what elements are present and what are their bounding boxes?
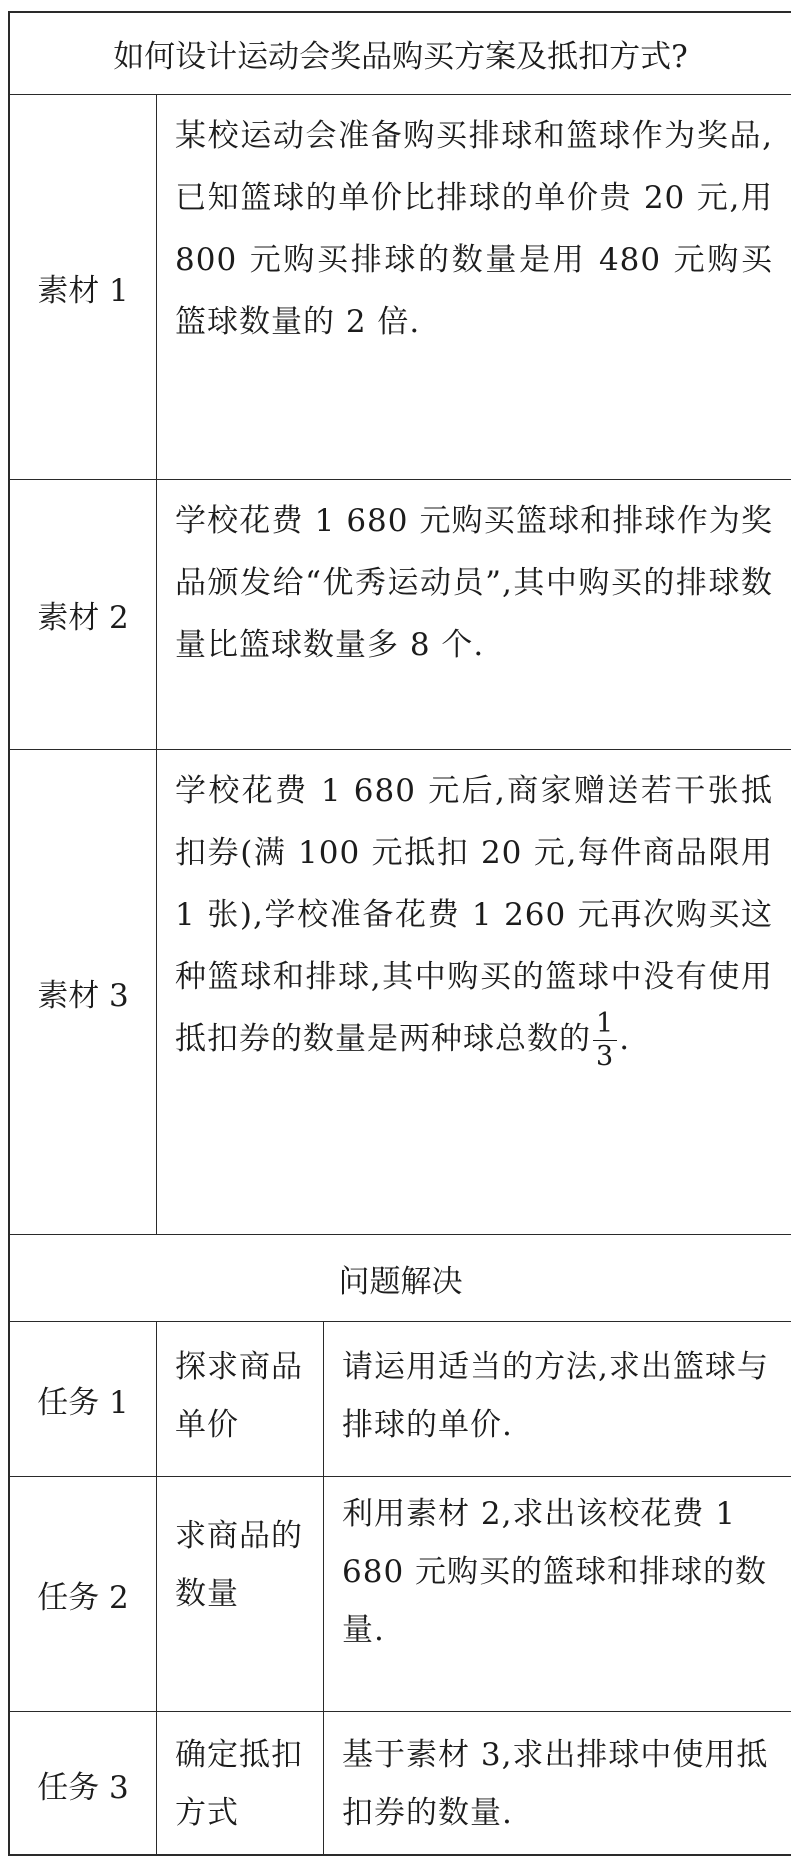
table-title-row	[10, 13, 791, 95]
material-text-3-body: 学校花费 1 680 元后,商家赠送若干张抵扣券(满 100 元抵扣 20 元,每件商品限用 1 张),学校准备花费 1 260 元再次购买这种篮球和排球,其中购买的篮球中没有使用抵扣券的数量是两种球总数的	[175, 773, 773, 1057]
task-name-3: 确定抵扣方式	[157, 1712, 324, 1856]
task-text-1: 请运用适当的方法,求出篮球与排球的单价.	[342, 1349, 769, 1443]
task-name-2: 求商品的数量	[157, 1477, 324, 1711]
material-text-2: 学校花费 1 680 元购买篮球和排球作为奖品颁发给“优秀运动员”,其中购买的排球数量比篮球数量多 8 个.	[175, 503, 773, 663]
table-title: 如何设计运动会奖品购买方案及抵扣方式?	[113, 39, 688, 75]
task-row-2	[10, 1477, 791, 1712]
fraction-numerator: 1	[593, 1008, 617, 1041]
material-text-3	[157, 750, 791, 1234]
material-row-3	[10, 750, 791, 1235]
fraction-denominator: 3	[596, 1041, 615, 1072]
material-text-3-tail: .	[619, 1021, 631, 1057]
task-text-3: 基于素材 3,求出排球中使用抵扣券的数量.	[342, 1737, 769, 1831]
section-header-row	[10, 1235, 791, 1322]
material-label-2: 素材 2	[10, 480, 157, 749]
material-row-1	[10, 95, 791, 480]
task-name-1: 探求商品单价	[157, 1322, 324, 1476]
material-label-1: 素材 1	[10, 95, 157, 479]
problem-table	[8, 11, 791, 1856]
fraction-one-third	[593, 1008, 617, 1073]
task-text-2: 利用素材 2,求出该校花费 1 680 元购买的篮球和排球的数量.	[342, 1496, 768, 1648]
task-label-2: 任务 2	[10, 1477, 157, 1711]
material-row-2	[10, 480, 791, 750]
task-row-3	[10, 1712, 791, 1856]
material-text-1: 某校运动会准备购买排球和篮球作为奖品,已知篮球的单价比排球的单价贵 20 元,用 800 元购买排球的数量是用 480 元购买篮球数量的 2 倍.	[175, 118, 773, 340]
section-header: 问题解决	[338, 1263, 463, 1300]
task-label-1: 任务 1	[10, 1322, 157, 1476]
task-label-3: 任务 3	[10, 1712, 157, 1856]
material-label-3: 素材 3	[10, 750, 157, 1234]
task-row-1	[10, 1322, 791, 1477]
